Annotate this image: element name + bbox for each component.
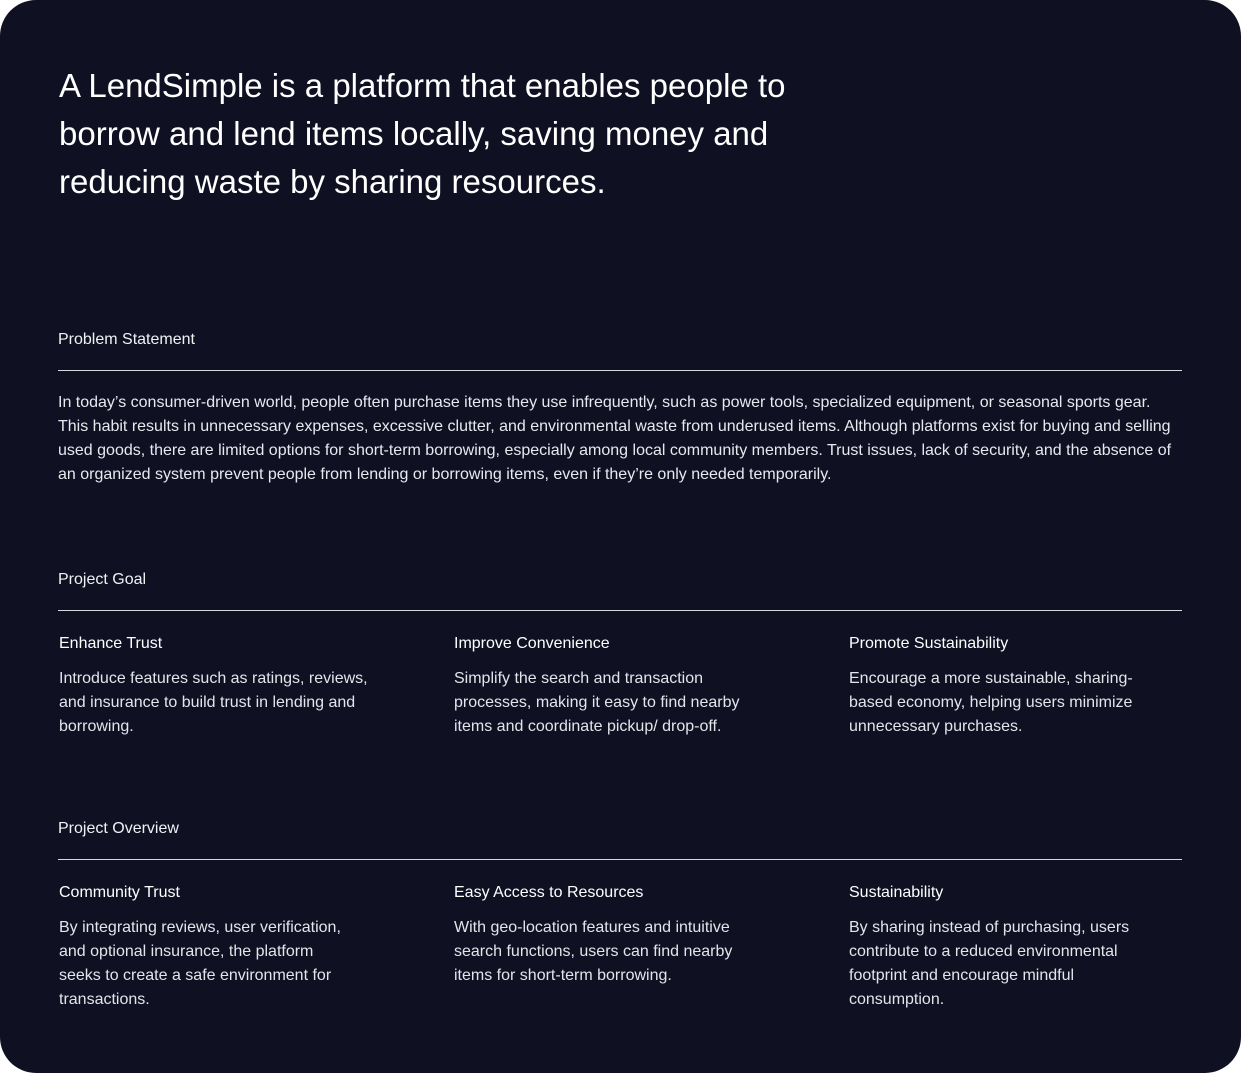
project-overview-label: Project Overview <box>58 820 179 837</box>
goal-item-body: Introduce features such as ratings, reviews, and insurance to build trust in lending and borrowing. <box>59 670 368 735</box>
overview-divider <box>58 859 1182 860</box>
overview-item-body: With geo-location features and intuitive search functions, users can find nearby items for short-term borrowing. <box>454 919 733 984</box>
goal-divider <box>58 610 1182 611</box>
goal-item-title: Improve Convenience <box>454 635 610 652</box>
intro-statement: A LendSimple is a platform that enables people to borrow and lend items locally, saving money and reducing waste by sharing resources. <box>59 67 786 200</box>
overview-item-body: By integrating reviews, user verification, and optional insurance, the platform seeks to create a safe environment for transactions. <box>59 919 341 1008</box>
goal-item-title: Enhance Trust <box>59 635 163 652</box>
goal-item-body: Encourage a more sustainable, sharing-based economy, helping users minimize unnecessary purchases. <box>849 670 1133 735</box>
project-goal-label: Project Goal <box>58 571 147 588</box>
goal-item-promote-sustainability <box>849 634 1139 739</box>
goal-item-title: Promote Sustainability <box>849 635 1009 652</box>
problem-statement-text: In today’s consumer-driven world, people often purchase items they use infrequently, such as power tools, specialized equipment, or seasonal sports gear. This habit results in unnecessary expenses, excessive clutter, and environmental waste from underused items. Although platforms exist for buying and selling used goods, there are limited options for short-term borrowing, especially among local community members. Trust issues, lack of security, and the absence of an organized system prevent people from lending or borrowing items, even if they’re only needed temporarily. <box>58 394 1172 483</box>
goal-item-enhance-trust <box>59 634 379 739</box>
goal-item-improve-convenience <box>454 634 759 739</box>
overview-item-title: Sustainability <box>849 884 944 901</box>
problem-statement-label: Problem Statement <box>58 331 195 348</box>
overview-item-body: By sharing instead of purchasing, users contribute to a reduced environmental footprint and encourage mindful consumption. <box>849 919 1130 1008</box>
overview-item-sustainability <box>849 883 1139 1012</box>
overview-item-easy-access <box>454 883 754 988</box>
goal-item-body: Simplify the search and transaction processes, making it easy to find nearby items and coordinate pickup/ drop-off. <box>454 670 740 735</box>
overview-item-title: Easy Access to Resources <box>454 884 644 901</box>
overview-item-community-trust <box>59 883 359 1012</box>
problem-divider <box>58 370 1182 371</box>
overview-item-title: Community Trust <box>59 884 180 901</box>
